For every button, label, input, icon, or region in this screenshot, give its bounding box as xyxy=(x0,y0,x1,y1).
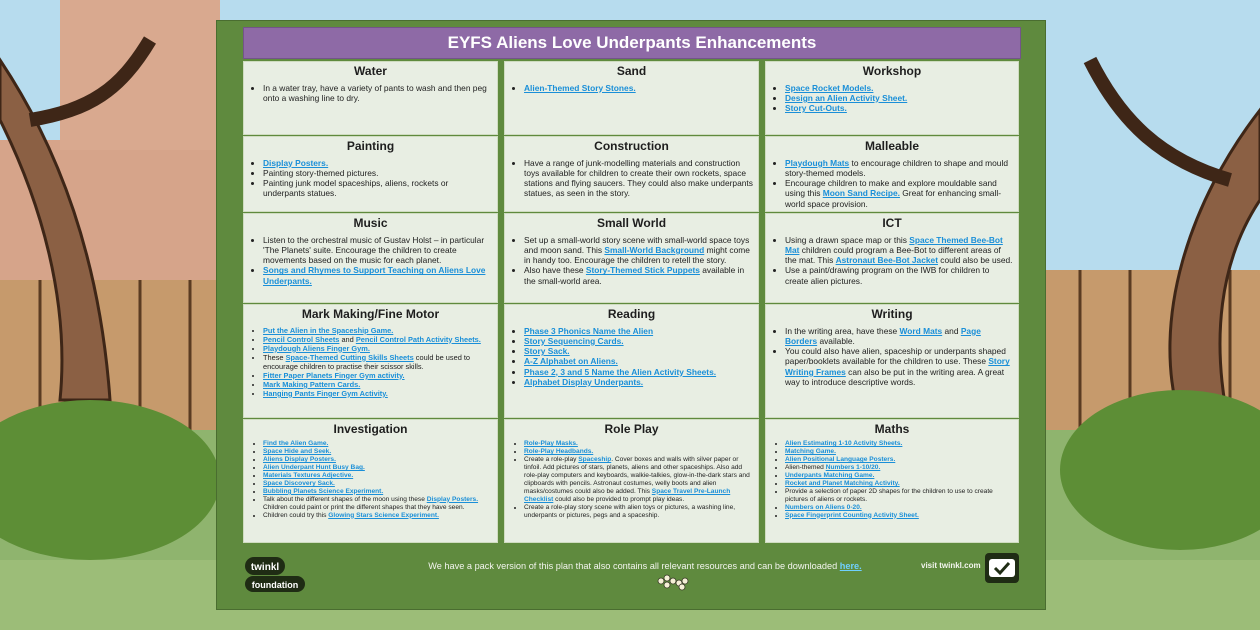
list-item: • Have a range of junk-modelling materials and construction toys available for children to create their own rockets, space stations and flying saucers. They could also make underpants statues, as seen in the story. xyxy=(524,158,753,199)
item-text: Children could paint or print the different shapes that they have seen. xyxy=(263,503,465,511)
area-heading: Investigation xyxy=(333,422,408,436)
resource-link[interactable]: Find the Alien Game. xyxy=(263,440,329,448)
area-heading: Writing xyxy=(871,307,913,321)
poster-title: EYFS Aliens Love Underpants Enhancements xyxy=(243,27,1021,59)
resource-link[interactable]: Songs and Rhymes to Support Teaching on Aliens Love Underpants. xyxy=(263,265,486,286)
resource-link[interactable]: Story Writing Frames xyxy=(785,356,1010,377)
resource-link[interactable]: Story Sequencing Cards. xyxy=(524,335,624,346)
item-text: Set up a small-world story scene with small-world space toys and moon sand. This xyxy=(524,234,750,255)
item-text: You could also have alien, spaceship or underpants shaped paper/booklets available for the children to use. These xyxy=(785,346,1006,367)
item-text: could be used to encourage children to practise their scissor skills. xyxy=(263,352,471,371)
list-item: • Listen to the orchestral music of Gustav Holst – in particular 'The Planets' suite. Encourage the children to create movements based on the music for each planet. xyxy=(263,235,492,266)
item-text: to encourage children to shape and mould story-themed models. xyxy=(785,157,1008,178)
item-text: and xyxy=(339,334,356,344)
item-text: available in the small-world area. xyxy=(524,265,745,286)
area-sand xyxy=(504,61,759,135)
area-heading: ICT xyxy=(882,216,902,230)
resource-link[interactable]: Pencil Control Sheets xyxy=(263,334,340,344)
resource-link[interactable]: Aliens Display Posters. xyxy=(263,456,336,464)
list-item: • Painting story-themed pictures. xyxy=(263,168,492,178)
resource-link[interactable]: Story Cut-Outs. xyxy=(785,103,847,114)
area-heading: Construction xyxy=(594,139,669,153)
item-text: Alien-themed xyxy=(785,464,826,472)
area-role-play xyxy=(504,419,759,543)
area-heading: Water xyxy=(354,64,387,78)
area-malleable xyxy=(765,136,1019,212)
resource-link[interactable]: Put the Alien in the Spaceship Game. xyxy=(263,325,394,335)
area-heading: Painting xyxy=(346,139,395,153)
resource-link[interactable]: Alien-Themed Story Stones. xyxy=(524,82,636,93)
resource-link[interactable]: Space Fingerprint Counting Activity Sheet. xyxy=(785,511,919,519)
resource-link[interactable]: Alien Underpant Hunt Busy Bag. xyxy=(263,464,365,472)
area-heading: Workshop xyxy=(862,64,922,78)
area-water xyxy=(243,61,498,135)
resource-link[interactable]: Astronaut Bee-Bot Jacket xyxy=(835,255,938,266)
resource-link[interactable]: Page Borders xyxy=(785,325,981,346)
item-text: Create a role-play xyxy=(524,456,579,464)
resource-link[interactable]: Phase 2, 3 and 5 Name the Alien Activity Sheets. xyxy=(524,366,717,377)
resource-link[interactable]: Space Travel Pre-Launch Checklist xyxy=(524,487,731,503)
twinkl-foundation-logo xyxy=(243,555,307,595)
resource-link[interactable]: Role-Play Masks. xyxy=(524,440,578,448)
resource-link[interactable]: Materials Textures Adjective. xyxy=(263,472,354,480)
item-text: children could program a Bee-Bot to different areas of the mat. This xyxy=(785,244,1001,266)
enhancement-grid xyxy=(243,61,1019,543)
resource-link[interactable]: Alphabet Display Underpants. xyxy=(524,376,644,387)
item-text: could also be used. xyxy=(937,255,1013,266)
resource-link[interactable]: Alien Estimating 1-10 Activity Sheets. xyxy=(785,440,903,448)
area-heading: Small World xyxy=(596,216,667,230)
resource-link[interactable]: Story-Themed Stick Puppets xyxy=(585,265,700,276)
resource-link[interactable]: Glowing Stars Science Experiment. xyxy=(328,511,439,519)
area-investigation xyxy=(243,419,498,543)
website-text: visit twinkl.com xyxy=(921,561,981,570)
resource-link[interactable]: Rocket and Planet Matching Activity. xyxy=(785,479,900,487)
resource-link[interactable]: Space Discovery Sack. xyxy=(263,479,335,487)
logo-top-text: twinkl xyxy=(250,562,280,573)
item-text: Children could try this xyxy=(263,511,329,519)
resource-link[interactable]: Fitter Paper Planets Finger Gym activity. xyxy=(263,370,405,380)
item-text: Talk about the different shapes of the moon using these xyxy=(263,495,427,503)
list-item: • Create a role-play story scene with alien toys or pictures, a washing line, underpants or pictures, pegs and a spaceship. xyxy=(524,504,753,520)
area-heading: Role Play xyxy=(604,422,659,436)
resource-link[interactable]: A-Z Alphabet on Aliens. xyxy=(524,356,618,367)
resource-link[interactable]: Matching Game. xyxy=(785,448,836,456)
list-item: • In a water tray, have a variety of pants to wash and then peg onto a washing line to dry. xyxy=(263,83,492,104)
resource-link[interactable]: Underpants Matching Game. xyxy=(785,472,875,480)
item-text: Also have these xyxy=(524,265,586,276)
resource-link[interactable]: Hanging Pants Finger Gym Activity. xyxy=(263,388,388,398)
resource-link[interactable]: Display Posters. xyxy=(426,495,479,503)
area-small-world xyxy=(504,213,759,303)
item-text: and xyxy=(942,325,961,336)
item-text: Encourage children to make and explore mouldable sand using this xyxy=(785,178,997,199)
logo-bottom-text: foundation xyxy=(251,580,299,590)
download-link[interactable]: here. xyxy=(839,561,862,571)
resource-link[interactable]: Design an Alien Activity Sheet. xyxy=(785,92,908,103)
area-construction xyxy=(504,136,759,212)
resource-link[interactable]: Alien Positional Language Posters. xyxy=(785,456,896,464)
list-item: • Use a paint/drawing program on the IWB for children to create alien pictures. xyxy=(785,265,1013,286)
resource-link[interactable]: Spaceship xyxy=(578,456,612,464)
flowers-decoration-icon xyxy=(655,573,691,593)
item-text: Great for enhancing small-world space provision. xyxy=(785,188,1001,209)
item-text: might come in handy too. Encourage the children to retell the story. xyxy=(524,244,750,266)
item-text: could also be provided to prompt play ideas. xyxy=(553,495,685,503)
area-reading xyxy=(504,304,759,418)
item-text: . Cover boxes and walls with silver paper or tinfoil. Add pictures of stars, planets, aliens and other spaceships. Also add role-play computers and keyboards, walkie-talkies, glow-in-the-dark stars and clipboards with pencils. Astronaut costumes, welly boots and alien masks/costumes could also be added. This xyxy=(524,456,750,495)
resource-link[interactable]: Space-Themed Cutting Skills Sheets xyxy=(285,352,414,362)
resource-link[interactable]: Small-World Background xyxy=(604,244,705,255)
area-heading: Mark Making/Fine Motor xyxy=(301,307,440,321)
resource-link[interactable]: Role-Play Headbands. xyxy=(524,448,594,456)
resource-link[interactable]: Word Mats xyxy=(899,325,943,336)
resource-link[interactable]: Phase 3 Phonics Name the Alien xyxy=(524,325,654,336)
area-maths xyxy=(765,419,1019,543)
item-text: These xyxy=(263,352,286,362)
resource-link[interactable]: Playdough Mats xyxy=(785,157,850,168)
area-music xyxy=(243,213,498,303)
poster-footer xyxy=(243,551,1019,599)
resource-link[interactable]: Playdough Aliens Finger Gym. xyxy=(263,343,370,353)
list-item: • Painting junk model spaceships, aliens, rockets or underpants statues. xyxy=(263,178,492,199)
item-text: In the writing area, have these xyxy=(785,325,900,336)
quality-badge-icon xyxy=(985,553,1019,583)
area-heading: Sand xyxy=(616,64,647,78)
area-ict xyxy=(765,213,1019,303)
area-workshop xyxy=(765,61,1019,135)
resource-link[interactable]: Pencil Control Path Activity Sheets. xyxy=(355,334,481,344)
area-heading: Music xyxy=(353,216,388,230)
resource-link[interactable]: Numbers on Aliens 0-20. xyxy=(785,503,862,511)
planning-poster xyxy=(216,20,1046,610)
area-writing xyxy=(765,304,1019,418)
area-heading: Maths xyxy=(874,422,910,436)
resource-link[interactable]: Story Sack. xyxy=(524,346,570,357)
area-heading: Reading xyxy=(607,307,656,321)
area-painting xyxy=(243,136,498,212)
list-item: • Provide a selection of paper 2D shapes for the children to use to create pictures of aliens or rockets. xyxy=(785,488,1013,504)
resource-link[interactable]: Space Hide and Seek. xyxy=(263,448,332,456)
resource-link[interactable]: Moon Sand Recipe. xyxy=(822,188,900,199)
resource-link[interactable]: Space Rocket Models. xyxy=(785,82,874,93)
footer-message xyxy=(385,561,905,571)
resource-link[interactable]: Numbers 1-10/20. xyxy=(825,464,881,472)
resource-link[interactable]: Space Themed Bee-Bot Mat xyxy=(785,234,1003,255)
resource-link[interactable]: Bubbling Planets Science Experiment. xyxy=(263,487,384,495)
area-heading: Malleable xyxy=(864,139,920,153)
footer-text: We have a pack version of this plan that also contains all relevant resources and can be downloaded xyxy=(428,561,840,571)
area-mark-making xyxy=(243,304,498,418)
resource-link[interactable]: Display Posters. xyxy=(263,157,329,168)
item-text: Using a drawn space map or this xyxy=(785,234,910,245)
item-text: can also be put in the writing area. A great way to introduce descriptive words. xyxy=(785,366,1005,387)
item-text: available. xyxy=(817,335,855,346)
resource-link[interactable]: Mark Making Pattern Cards. xyxy=(263,379,361,389)
